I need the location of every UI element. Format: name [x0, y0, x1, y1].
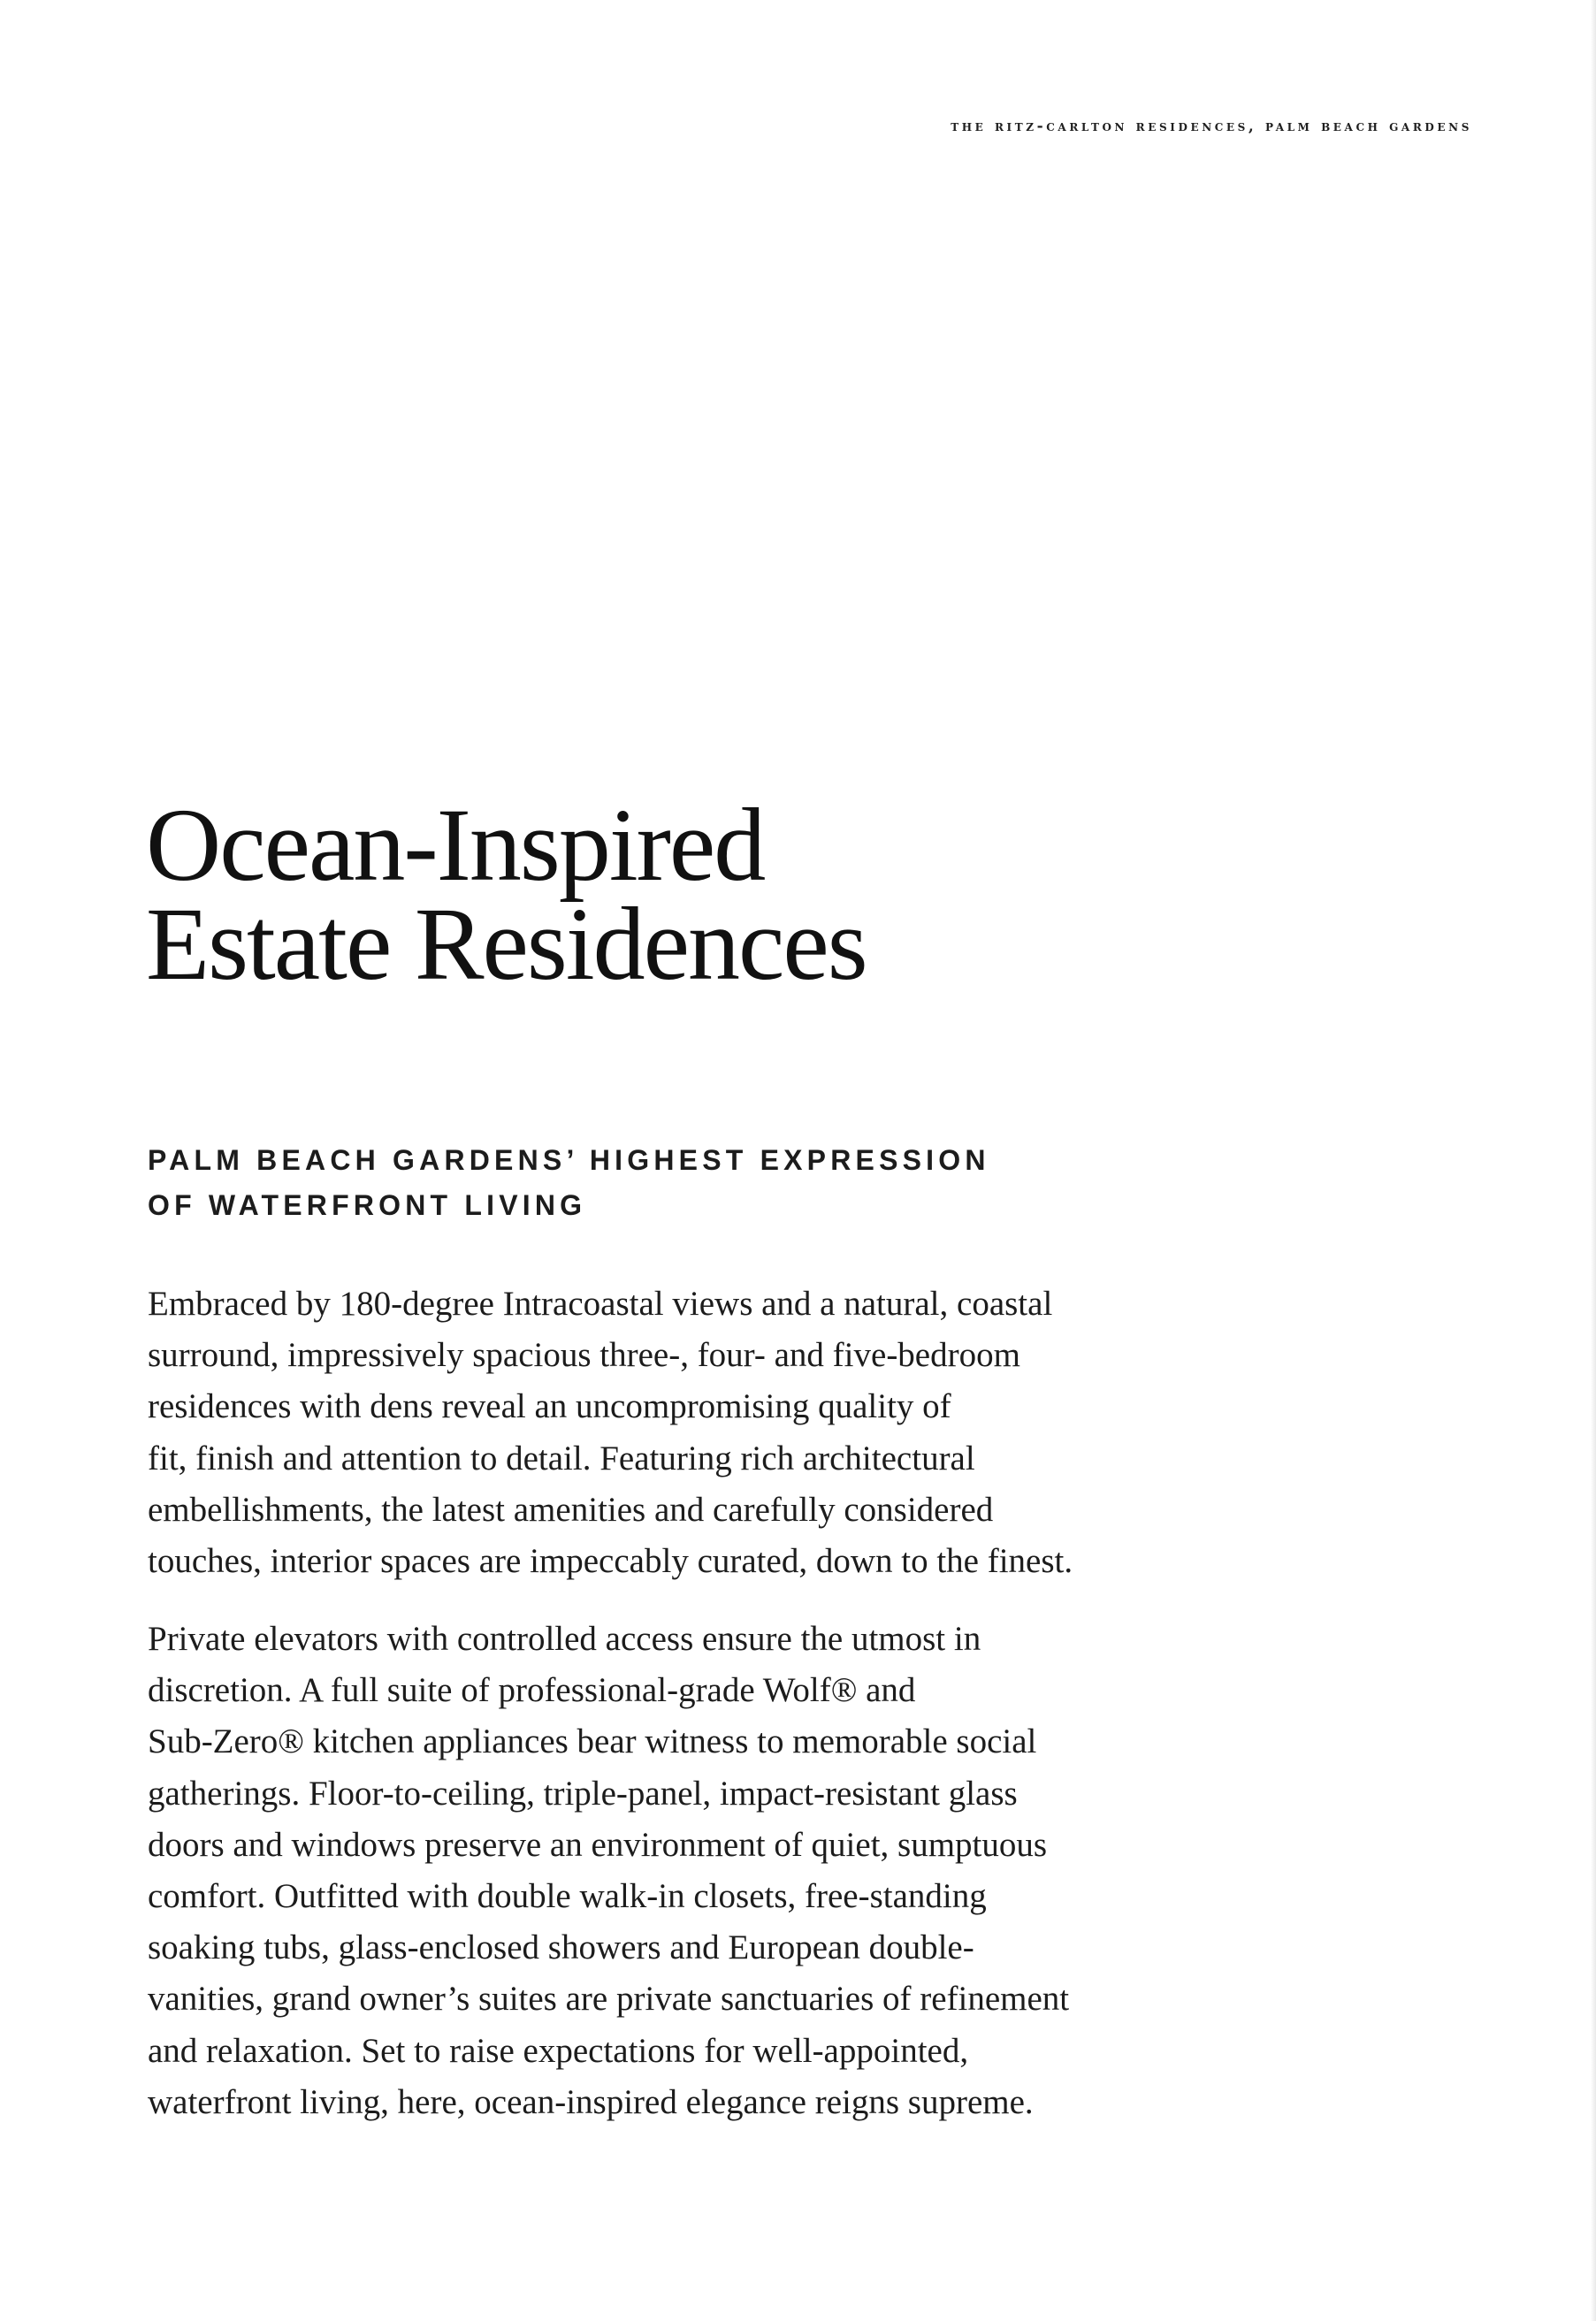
paragraph-line: Private elevators with controlled access ensure the utmost in — [148, 1620, 981, 1658]
paragraph-line: and relaxation. Set to raise expectations for well-appointed, — [148, 2031, 969, 2070]
page-edge-shadow — [1591, 0, 1596, 2321]
paragraph-line: gatherings. Floor-to-ceiling, triple-panel, impact-resistant glass — [148, 1774, 1018, 1813]
paragraph-line: fit, finish and attention to detail. Featuring rich architectural — [148, 1439, 975, 1477]
paragraph-line: soaking tubs, glass-enclosed showers and European double- — [148, 1928, 974, 1967]
paragraph-line: Sub-Zero® kitchen appliances bear witness to memorable social — [148, 1722, 1037, 1761]
paragraph-line: embellishments, the latest amenities and carefully considered — [148, 1490, 994, 1529]
paragraph-line: doors and windows preserve an environment of quiet, sumptuous — [148, 1825, 1048, 1864]
page-title — [146, 787, 867, 1002]
paragraph-line: discretion. A full suite of professional-grade Wolf® and — [148, 1671, 916, 1710]
running-header: the ritz-carlton residences, palm beach gardens — [951, 118, 1472, 135]
subtitle-line: PALM BEACH GARDENS’ HIGHEST EXPRESSION — [148, 1144, 990, 1176]
title-line: Estate Residences — [146, 886, 867, 1002]
paragraph-line: comfort. Outfitted with double walk-in closets, free-standing — [148, 1877, 987, 1916]
paragraph-line: residences with dens reveal an uncompromising quality of — [148, 1387, 951, 1426]
body-paragraph-2 — [148, 1614, 1138, 2128]
paragraph-line: surround, impressively spacious three-, four- and five-bedroom — [148, 1336, 1020, 1375]
section-subtitle — [148, 1138, 990, 1228]
paragraph-line: touches, interior spaces are impeccably curated, down to the finest. — [148, 1542, 1073, 1581]
paragraph-line: waterfront living, here, ocean-inspired elegance reigns supreme. — [148, 2082, 1034, 2121]
subtitle-line: OF WATERFRONT LIVING — [148, 1189, 587, 1221]
paragraph-line: vanities, grand owner’s suites are private sanctuaries of refinement — [148, 1980, 1070, 2019]
paragraph-line: Embraced by 180-degree Intracoastal views and a natural, coastal — [148, 1285, 1053, 1323]
body-paragraph-1 — [148, 1279, 1138, 1587]
title-line: Ocean-Inspired — [146, 787, 765, 903]
